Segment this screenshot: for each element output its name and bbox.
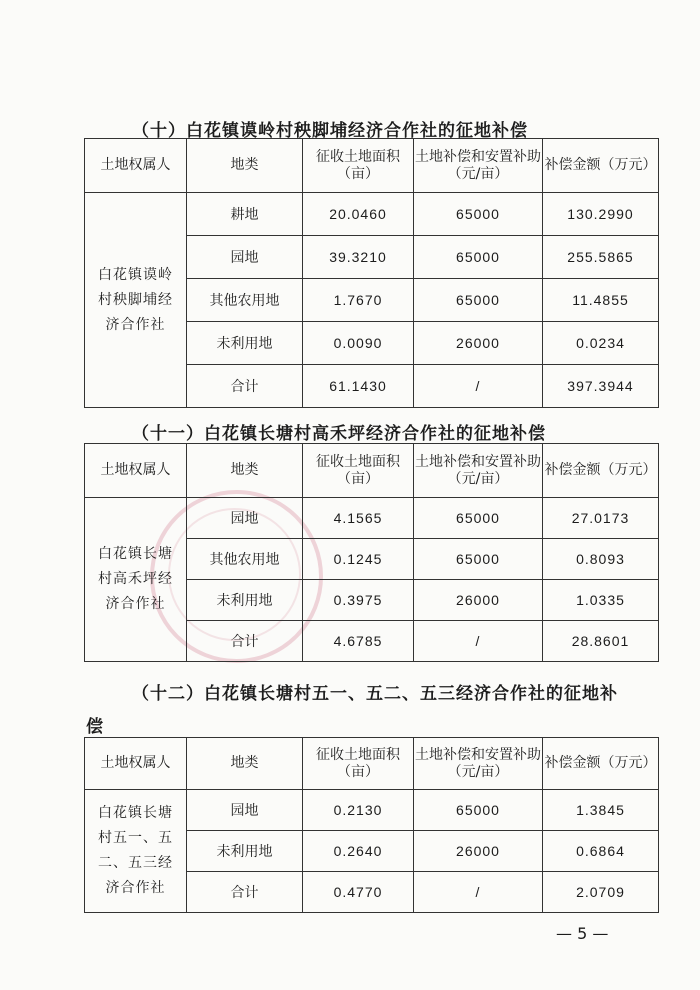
land-type: 合计 <box>187 365 303 408</box>
table-row <box>85 193 659 236</box>
rate-value: 65000 <box>414 539 543 580</box>
header-rate: 土地补偿和安置补助（元/亩） <box>414 444 543 498</box>
owner-cell: 白花镇谟岭村秧脚埔经济合作社 <box>85 193 187 408</box>
page-number: — 5 — <box>556 924 609 943</box>
land-type: 合计 <box>187 621 303 662</box>
rate-value: 26000 <box>414 322 543 365</box>
amount-value: 11.4855 <box>543 279 659 322</box>
header-rate: 土地补偿和安置补助（元/亩） <box>414 738 543 790</box>
land-type: 其他农用地 <box>187 279 303 322</box>
amount-value: 28.8601 <box>543 621 659 662</box>
table-header-row <box>85 738 659 790</box>
land-type: 园地 <box>187 498 303 539</box>
header-rate: 土地补偿和安置补助（元/亩） <box>414 139 543 193</box>
header-area: 征收土地面积（亩） <box>303 139 414 193</box>
amount-value: 255.5865 <box>543 236 659 279</box>
section-title-12-continued: 偿 <box>86 717 103 737</box>
header-owner: 土地权属人 <box>85 139 187 193</box>
amount-value: 0.0234 <box>543 322 659 365</box>
land-type: 耕地 <box>187 193 303 236</box>
area-value: 0.3975 <box>303 580 414 621</box>
area-value: 0.2130 <box>303 790 414 831</box>
compensation-table-12 <box>84 737 659 913</box>
area-value: 4.6785 <box>303 621 414 662</box>
rate-value: 65000 <box>414 193 543 236</box>
owner-cell: 白花镇长塘村高禾坪经济合作社 <box>85 498 187 662</box>
table-header-row <box>85 444 659 498</box>
header-land-type: 地类 <box>187 139 303 193</box>
table-header-row <box>85 139 659 193</box>
area-value: 20.0460 <box>303 193 414 236</box>
rate-value: / <box>414 621 543 662</box>
area-value: 1.7670 <box>303 279 414 322</box>
header-area: 征收土地面积（亩） <box>303 444 414 498</box>
amount-value: 0.6864 <box>543 831 659 872</box>
compensation-table-10 <box>84 138 659 408</box>
amount-value: 130.2990 <box>543 193 659 236</box>
rate-value: / <box>414 365 543 408</box>
area-value: 0.1245 <box>303 539 414 580</box>
rate-value: 65000 <box>414 236 543 279</box>
amount-value: 0.8093 <box>543 539 659 580</box>
rate-value: 65000 <box>414 498 543 539</box>
header-owner: 土地权属人 <box>85 444 187 498</box>
land-type: 其他农用地 <box>187 539 303 580</box>
area-value: 0.0090 <box>303 322 414 365</box>
table-row <box>85 790 659 831</box>
amount-value: 1.0335 <box>543 580 659 621</box>
amount-value: 27.0173 <box>543 498 659 539</box>
land-type: 未利用地 <box>187 322 303 365</box>
header-amount: 补偿金额（万元） <box>543 139 659 193</box>
compensation-table-11 <box>84 443 659 662</box>
land-type: 园地 <box>187 790 303 831</box>
land-type: 园地 <box>187 236 303 279</box>
land-type: 未利用地 <box>187 580 303 621</box>
header-owner: 土地权属人 <box>85 738 187 790</box>
header-amount: 补偿金额（万元） <box>543 444 659 498</box>
rate-value: 65000 <box>414 790 543 831</box>
header-land-type: 地类 <box>187 444 303 498</box>
land-type: 未利用地 <box>187 831 303 872</box>
amount-value: 2.0709 <box>543 872 659 913</box>
section-title-10: （十）白花镇谟岭村秧脚埔经济合作社的征地补偿 <box>132 121 528 141</box>
area-value: 0.2640 <box>303 831 414 872</box>
header-area: 征收土地面积（亩） <box>303 738 414 790</box>
section-title-12: （十二）白花镇长塘村五一、五二、五三经济合作社的征地补 <box>132 684 618 704</box>
header-amount: 补偿金额（万元） <box>543 738 659 790</box>
rate-value: 26000 <box>414 580 543 621</box>
area-value: 4.1565 <box>303 498 414 539</box>
owner-cell: 白花镇长塘村五一、五二、五三经济合作社 <box>85 790 187 913</box>
land-type: 合计 <box>187 872 303 913</box>
header-land-type: 地类 <box>187 738 303 790</box>
area-value: 39.3210 <box>303 236 414 279</box>
rate-value: 26000 <box>414 831 543 872</box>
area-value: 61.1430 <box>303 365 414 408</box>
amount-value: 397.3944 <box>543 365 659 408</box>
section-title-11: （十一）白花镇长塘村高禾坪经济合作社的征地补偿 <box>132 424 546 444</box>
area-value: 0.4770 <box>303 872 414 913</box>
rate-value: / <box>414 872 543 913</box>
rate-value: 65000 <box>414 279 543 322</box>
amount-value: 1.3845 <box>543 790 659 831</box>
table-row <box>85 498 659 539</box>
